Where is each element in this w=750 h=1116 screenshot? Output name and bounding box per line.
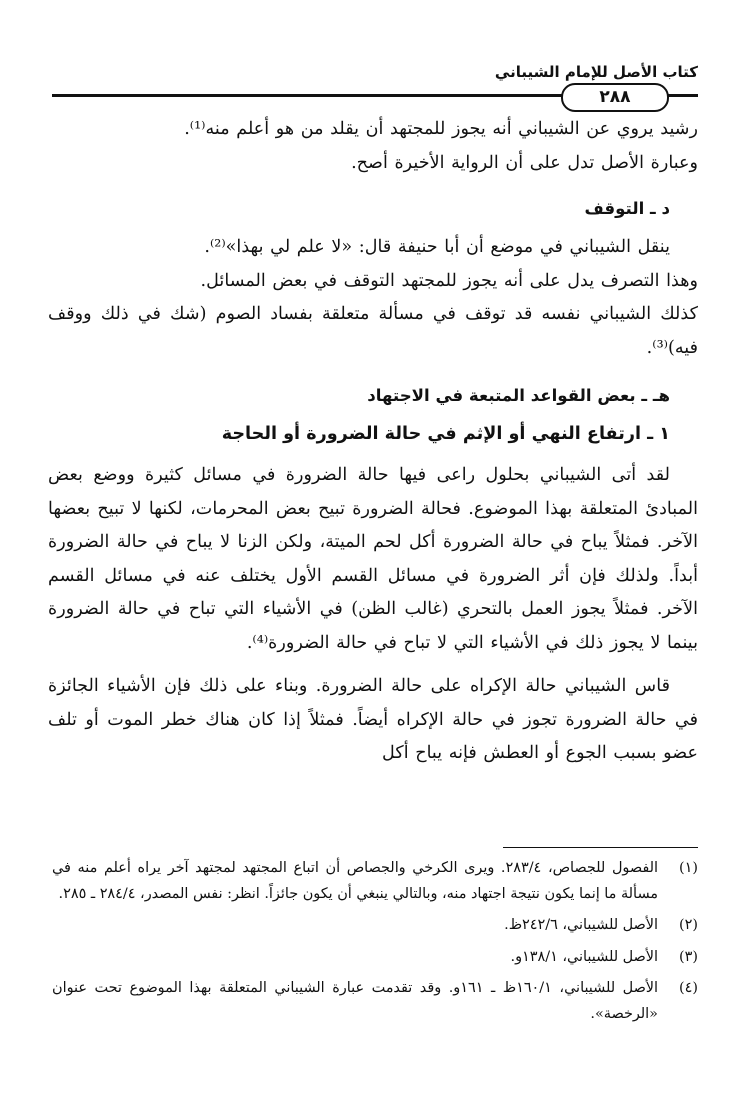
footnote-text: الأصل للشيباني، ١٦٠/١ظ ـ ١٦١و. وقد تقدمت عبارة الشيباني المتعلقة بهذا الموضوع تحت عنوان «الرخصة». <box>52 979 658 1023</box>
paragraph: ينقل الشيباني في موضع أن أبا حنيفة قال: «لا علم لي بهذا»⁽²⁾. <box>204 237 670 257</box>
paragraph: رشيد يروي عن الشيباني أنه يجوز للمجتهد أن يقلد من هو أعلم منه⁽¹⁾. <box>184 119 698 139</box>
footnote-text: الفصول للجصاص، ٢٨٣/٤. ويرى الكرخي والجصاص أن اتباع المجتهد لمجتهد آخر يراه أعلم منه في مسألة ما إنما يكون نتيجة اجتهاد منه، وبالتالي ينبغي أن يكون جائزاً. انظر: نفس المصدر، ٢٨٤/٤ ـ ٢٨٥. <box>52 860 658 903</box>
page-number: ٢٨٨ <box>561 83 669 112</box>
footnote <box>52 855 698 907</box>
footnote-number: (٤) <box>679 979 698 996</box>
footnotes <box>52 855 698 1032</box>
paragraph: لقد أتى الشيباني بحلول راعى فيها حالة الضرورة في مسائل كثيرة ووضع بعض المبادئ المتعلقة بهذا الموضوع. فحالة الضرورة تبيح بعض المحرمات، لكنها لا تبيح بعضها الآخر. فمثلاً يباح في حالة الضرورة أكل لحم الميتة، ولكن الزنا لا يباح في حالة الضرورة أبداً. ولذلك فإن أثر الضرورة في مسائل القسم الأول يختلف عنه في مسائل القسم الآخر. فمثلاً يجوز العمل بالتحري (غالب الظن) في الأشياء التي تباح في حالة الضرورة بينما لا يجوز ذلك في الأشياء التي لا تباح في حالة الضرورة⁽⁴⁾. <box>48 465 698 653</box>
footnote-text: الأصل للشيباني، ١٣٨/١و. <box>510 948 658 965</box>
main-text <box>48 113 698 771</box>
paragraph-gap <box>48 660 698 670</box>
footnote-number: (٣) <box>679 948 698 965</box>
footnote <box>52 944 698 970</box>
footnote <box>52 975 698 1027</box>
section-heading: د ـ التوقف <box>584 199 670 218</box>
running-title: كتاب الأصل للإمام الشيباني <box>494 63 698 81</box>
footnote-number: (٢) <box>679 917 698 934</box>
paragraph: وهذا التصرف يدل على أنه يجوز للمجتهد التوقف في بعض المسائل. <box>200 270 698 291</box>
paragraph: وعبارة الأصل تدل على أن الرواية الأخيرة أصح. <box>351 152 698 173</box>
footnote <box>52 912 698 938</box>
footnote-text: الأصل للشيباني، ٢٤٢/٦ظ. <box>504 917 658 934</box>
footnote-number: (١) <box>679 860 698 876</box>
subsection-heading: ١ ـ ارتفاع النهي أو الإثم في حالة الضرورة أو الحاجة <box>221 424 670 444</box>
footnote-separator <box>503 847 698 848</box>
paragraph: كذلك الشيباني نفسه قد توقف في مسألة متعلقة بفساد الصوم (شك في ذلك ووقف فيه)⁽³⁾. <box>48 304 698 358</box>
section-heading: هـ ـ بعض القواعد المتبعة في الاجتهاد <box>367 386 670 405</box>
paragraph: قاس الشيباني حالة الإكراه على حالة الضرورة. وبناء على ذلك فإن الأشياء الجائزة في حالة الضرورة تجوز في حالة الإكراه أيضاً. فمثلاً إذا كان هناك خطر الموت أو تلف عضو بسبب الجوع أو العطش فإنه يباح أكل <box>48 676 698 763</box>
